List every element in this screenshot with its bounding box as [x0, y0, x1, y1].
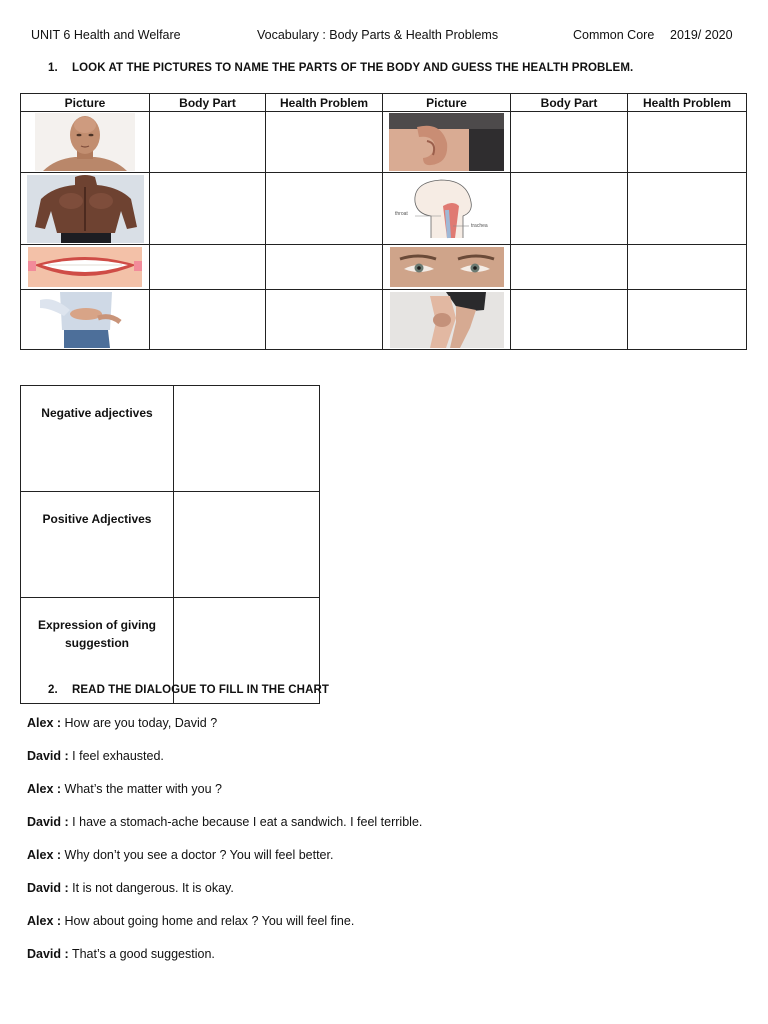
section-1-number: 1. — [48, 62, 58, 74]
column-header: Picture — [383, 94, 511, 112]
vocabulary-title: Vocabulary : Body Parts & Health Problems — [257, 28, 499, 42]
health-problem-answer-cell[interactable] — [266, 112, 383, 173]
eyes-photo — [390, 247, 504, 287]
dialogue-text: What’s the matter with you ? — [64, 782, 223, 796]
body-part-answer-cell[interactable] — [150, 245, 266, 290]
dialogue-line — [27, 848, 333, 862]
health-problem-answer-cell[interactable] — [628, 173, 747, 245]
dialogue-line — [27, 947, 215, 961]
section-2-instruction — [48, 684, 329, 696]
body-part-answer-cell[interactable] — [150, 173, 266, 245]
dialogue-line — [27, 749, 164, 763]
picture-cell — [21, 112, 150, 173]
body-part-answer-cell[interactable] — [511, 290, 628, 350]
column-header: Picture — [21, 94, 150, 112]
negative-adjectives-label: Negative adjectives — [21, 386, 174, 492]
body-part-answer-cell[interactable] — [511, 173, 628, 245]
positive-adjectives-label: Positive Adjectives — [21, 492, 174, 598]
table-row — [21, 173, 747, 245]
dialogue-text: That’s a good suggestion. — [71, 947, 215, 961]
picture-cell — [383, 245, 511, 290]
positive-adjectives-answer-cell[interactable] — [174, 492, 320, 598]
column-header: Health Problem — [628, 94, 747, 112]
speaker-name: Alex : — [27, 716, 62, 730]
picture-cell — [21, 245, 150, 290]
picture-cell — [21, 290, 150, 350]
dialogue-text: How about going home and relax ? You will feel fine. — [64, 914, 355, 928]
column-header: Body Part — [150, 94, 266, 112]
diagram-label-throat: throat — [394, 210, 408, 217]
section-1-text: LOOK AT THE PICTURES TO NAME THE PARTS OF THE BODY AND GUESS THE HEALTH PROBLEM. — [72, 62, 634, 74]
dialogue-line — [27, 881, 234, 895]
body-part-answer-cell[interactable] — [150, 290, 266, 350]
table-row — [21, 290, 747, 350]
picture-cell — [21, 173, 150, 245]
dialogue-line — [27, 716, 217, 730]
adjectives-chart — [20, 385, 320, 704]
dialogue-text: It is not dangerous. It is okay. — [72, 881, 234, 895]
back-photo — [27, 175, 144, 243]
health-problem-answer-cell[interactable] — [628, 245, 747, 290]
health-problem-answer-cell[interactable] — [266, 290, 383, 350]
body-part-answer-cell[interactable] — [511, 245, 628, 290]
health-problem-answer-cell[interactable] — [628, 290, 747, 350]
section-1-instruction — [48, 62, 633, 74]
dialogue-text: How are you today, David ? — [64, 716, 218, 730]
throat-diagram — [391, 176, 503, 242]
speaker-name: David : — [27, 749, 69, 763]
column-header: Health Problem — [266, 94, 383, 112]
speaker-name: Alex : — [27, 914, 62, 928]
unit-title: UNIT 6 Health and Welfare — [31, 28, 181, 42]
negative-adjectives-answer-cell[interactable] — [174, 386, 320, 492]
column-header: Body Part — [511, 94, 628, 112]
speaker-name: David : — [27, 947, 69, 961]
stomach-photo — [40, 292, 130, 348]
body-part-answer-cell[interactable] — [150, 112, 266, 173]
table-header-row — [21, 94, 747, 112]
dialogue-line — [27, 815, 422, 829]
body-part-answer-cell[interactable] — [511, 112, 628, 173]
diagram-label-trachea: trachea — [470, 222, 488, 229]
head-photo — [35, 113, 135, 171]
dialogue-line — [27, 782, 222, 796]
teeth-photo — [28, 247, 142, 287]
picture-cell — [383, 112, 511, 173]
speaker-name: Alex : — [27, 782, 62, 796]
school-year: 2019/ 2020 — [670, 28, 733, 42]
knee-photo — [390, 292, 504, 348]
table-row — [21, 245, 747, 290]
health-problem-answer-cell[interactable] — [628, 112, 747, 173]
speaker-name: Alex : — [27, 848, 62, 862]
picture-cell — [383, 173, 511, 245]
body-parts-table — [20, 93, 747, 350]
suggestion-expression-label: Expression of giving suggestion — [21, 598, 174, 704]
section-2-number: 2. — [48, 684, 58, 696]
dialogue-text: Why don’t you see a doctor ? You will feel better. — [64, 848, 334, 862]
table-row — [21, 112, 747, 173]
dialogue-line — [27, 914, 354, 928]
chart-row-negative — [21, 386, 320, 492]
dialogue-text: I feel exhausted. — [72, 749, 164, 763]
health-problem-answer-cell[interactable] — [266, 173, 383, 245]
course-label: Common Core — [573, 28, 655, 42]
speaker-name: David : — [27, 815, 69, 829]
dialogue-text: I have a stomach-ache because I eat a sandwich. I feel terrible. — [72, 815, 423, 829]
section-2-text: READ THE DIALOGUE TO FILL IN THE CHART — [72, 684, 330, 696]
speaker-name: David : — [27, 881, 69, 895]
picture-cell — [383, 290, 511, 350]
chart-row-positive — [21, 492, 320, 598]
ear-photo — [389, 113, 504, 171]
health-problem-answer-cell[interactable] — [266, 245, 383, 290]
